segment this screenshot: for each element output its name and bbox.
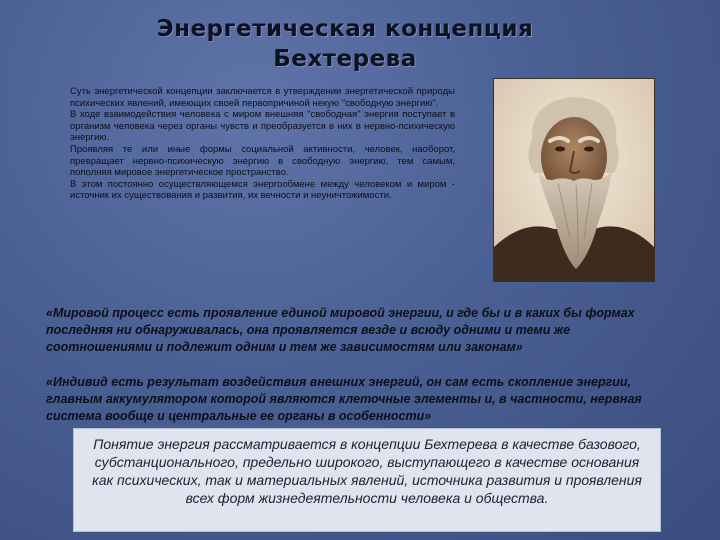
portrait-photo [493,78,655,282]
body-paragraph: В этом постоянно осуществляющемся энергообмене между человеком и миром - источник их существования и развития, их вечности и неуничтожимости. [70,178,455,202]
title-line-1: Энергетическая концепция [156,16,534,42]
portrait-icon [494,79,654,281]
body-paragraph: В ходе взаимодействия человека с миром внешняя "свободная" энергия поступает в организм человека через органы чувств и преобразуется в них в нервно-психическую энергию. [70,109,455,144]
summary-box [73,428,661,532]
quote-individ: «Индивид есть результат воздействия внешних энергий, он сам есть скопление энергии, главным аккумулятором которой являются клеточные элементы и, в частности, нервная система вообще и центральные ее органы в особенности» [46,375,642,423]
quote-mirovoy-process: «Мировой процесс есть проявление единой мировой энергии, и где бы и в каких бы формах последняя ни обнаруживалась, она проявляется везде и всюду одними и теми же соотношениями и подлежит одним и тем же зависимостям или законам» [46,306,635,354]
summary-text: Понятие энергия рассматривается в концепции Бехтерева в качестве базового, субстанционального, предельно широкого, выступающего в качестве основания как психических, так и материальных явлений, источника развития и проявления всех форм жизнедеятельности человека и общества. [92,436,642,506]
slide-title [0,14,690,74]
title-line-2: Бехтерева [273,46,417,72]
body-paragraph: Суть энергетической концепции заключается в утверждении энергетической природы психических явлений, имеющих своей первопричиной некую "свободную энергию". [70,86,455,109]
body-text [70,86,455,202]
body-paragraph: Проявляя те или иные формы социальной активности, человек, наоборот, превращает нервно-психическую энергию в свободную энергию, тем самым, пополняя мировое энергетическое пространство. [70,143,455,179]
